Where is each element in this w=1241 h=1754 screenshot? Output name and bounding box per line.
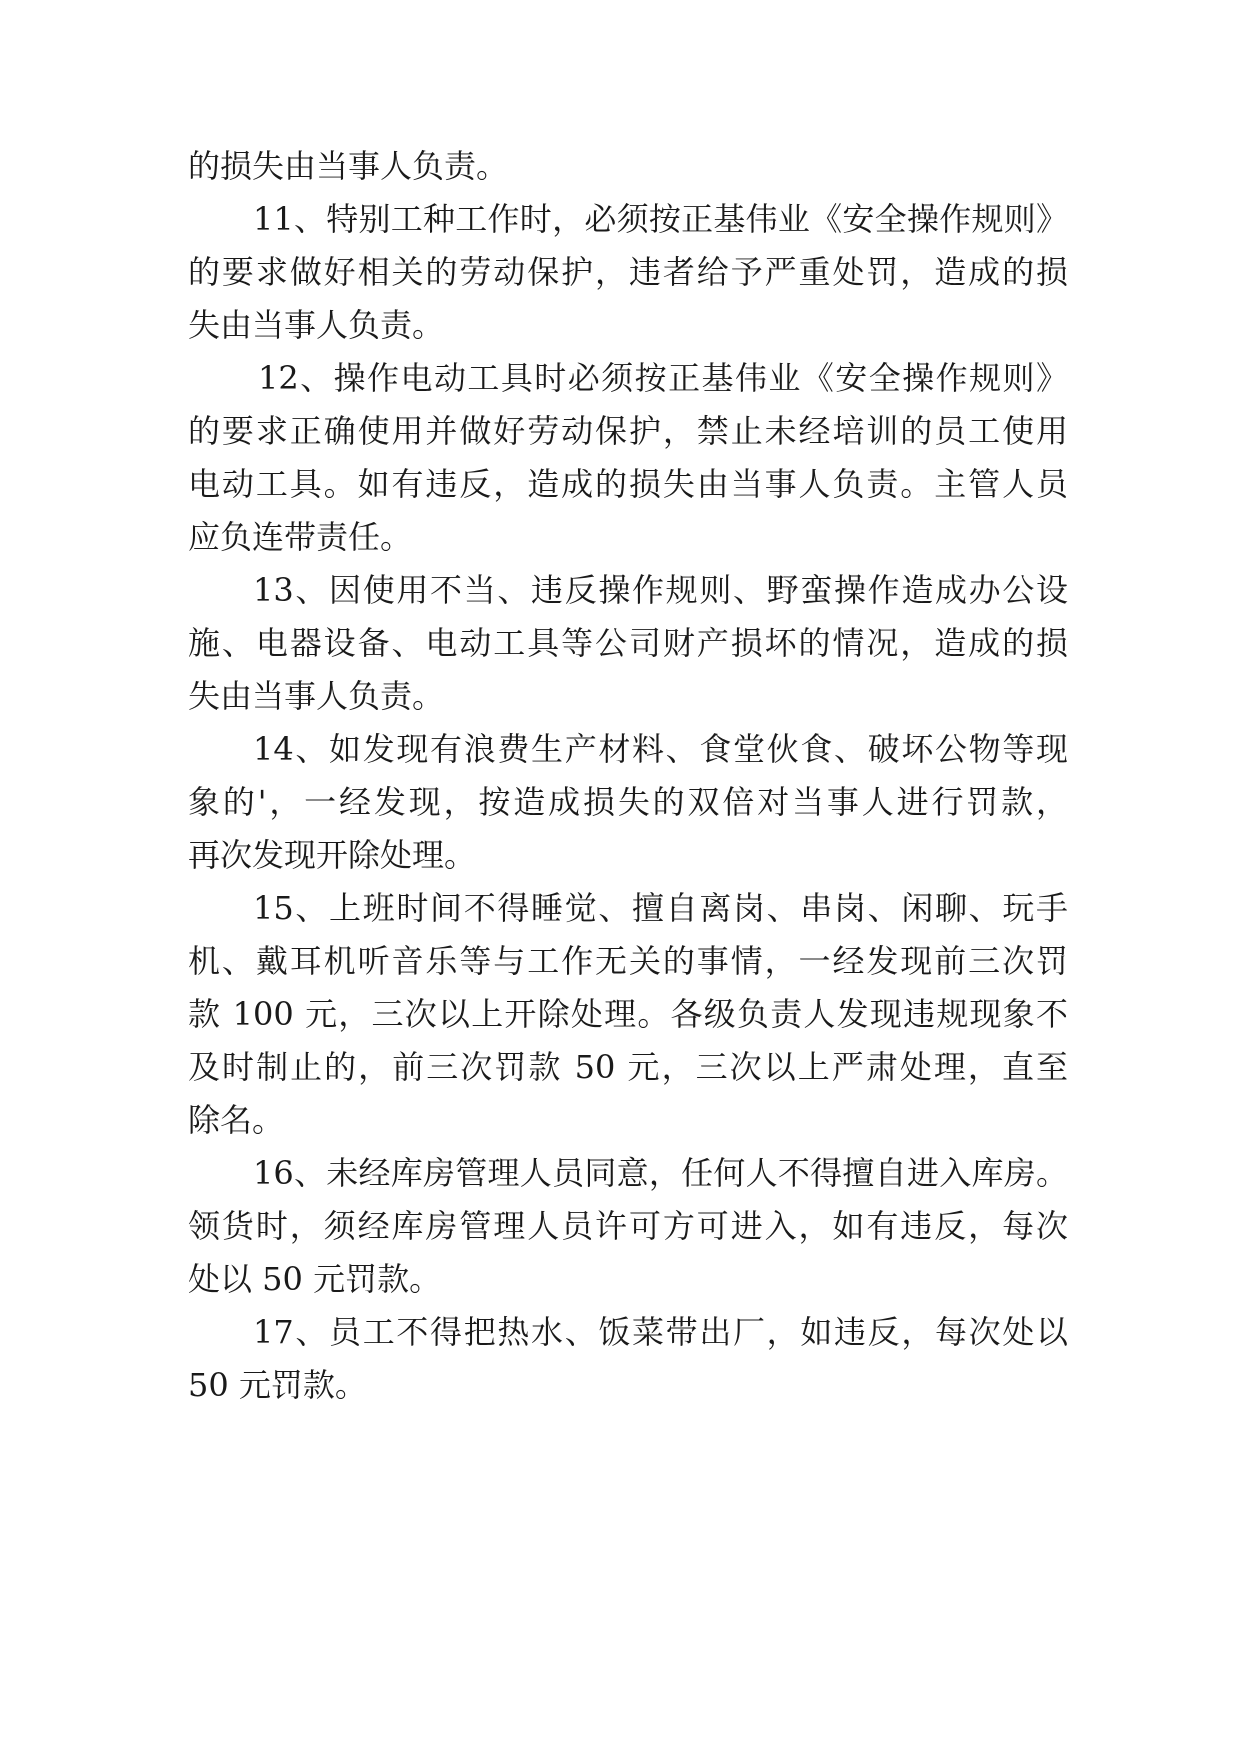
text-line: 13、因使用不当、违反操作规则、野蛮操作造成办公设 <box>253 571 1068 609</box>
text-line: 领货时，须经库房管理人员许可方可进入，如有违反，每次 <box>188 1207 1068 1245</box>
text-line: 处以 50 元罚款。 <box>188 1260 442 1298</box>
text-line: 及时制止的，前三次罚款 50 元，三次以上严肃处理，直至 <box>188 1048 1068 1086</box>
text-line: 电动工具。如有违反，造成的损失由当事人负责。主管人员 <box>188 465 1068 503</box>
text-line: 的要求正确使用并做好劳动保护，禁止未经培训的员工使用 <box>188 412 1068 450</box>
text-line: 再次发现开除处理。 <box>188 836 477 874</box>
text-line: 16、未经库房管理人员同意，任何人不得擅自进入库房。 <box>253 1154 1068 1192</box>
text-line: 施、电器设备、电动工具等公司财产损坏的情况，造成的损 <box>188 624 1068 662</box>
text-line: 的损失由当事人负责。 <box>188 147 509 185</box>
text-line: 12、操作电动工具时必须按正基伟业《安全操作规则》 <box>258 359 1068 397</box>
text-line: 的要求做好相关的劳动保护，违者给予严重处罚，造成的损 <box>188 253 1068 291</box>
text-line: 14、如发现有浪费生产材料、食堂伙食、破坏公物等现 <box>253 730 1068 768</box>
text-line: 款 100 元，三次以上开除处理。各级负责人发现违规现象不 <box>188 995 1068 1033</box>
text-line: 11、特别工种工作时，必须按正基伟业《安全操作规则》 <box>253 200 1068 238</box>
text-line: 机、戴耳机听音乐等与工作无关的事情，一经发现前三次罚 <box>188 942 1068 980</box>
text-line: 象的'，一经发现，按造成损失的双倍对当事人进行罚款， <box>188 783 1068 821</box>
text-line: 失由当事人负责。 <box>188 306 445 344</box>
text-line: 应负连带责任。 <box>188 518 413 556</box>
text-line: 50 元罚款。 <box>188 1366 367 1404</box>
text-line: 除名。 <box>188 1101 285 1139</box>
text-line: 15、上班时间不得睡觉、擅自离岗、串岗、闲聊、玩手 <box>253 889 1068 927</box>
text-line: 17、员工不得把热水、饭菜带出厂，如违反，每次处以 <box>253 1313 1068 1351</box>
text-line: 失由当事人负责。 <box>188 677 445 715</box>
